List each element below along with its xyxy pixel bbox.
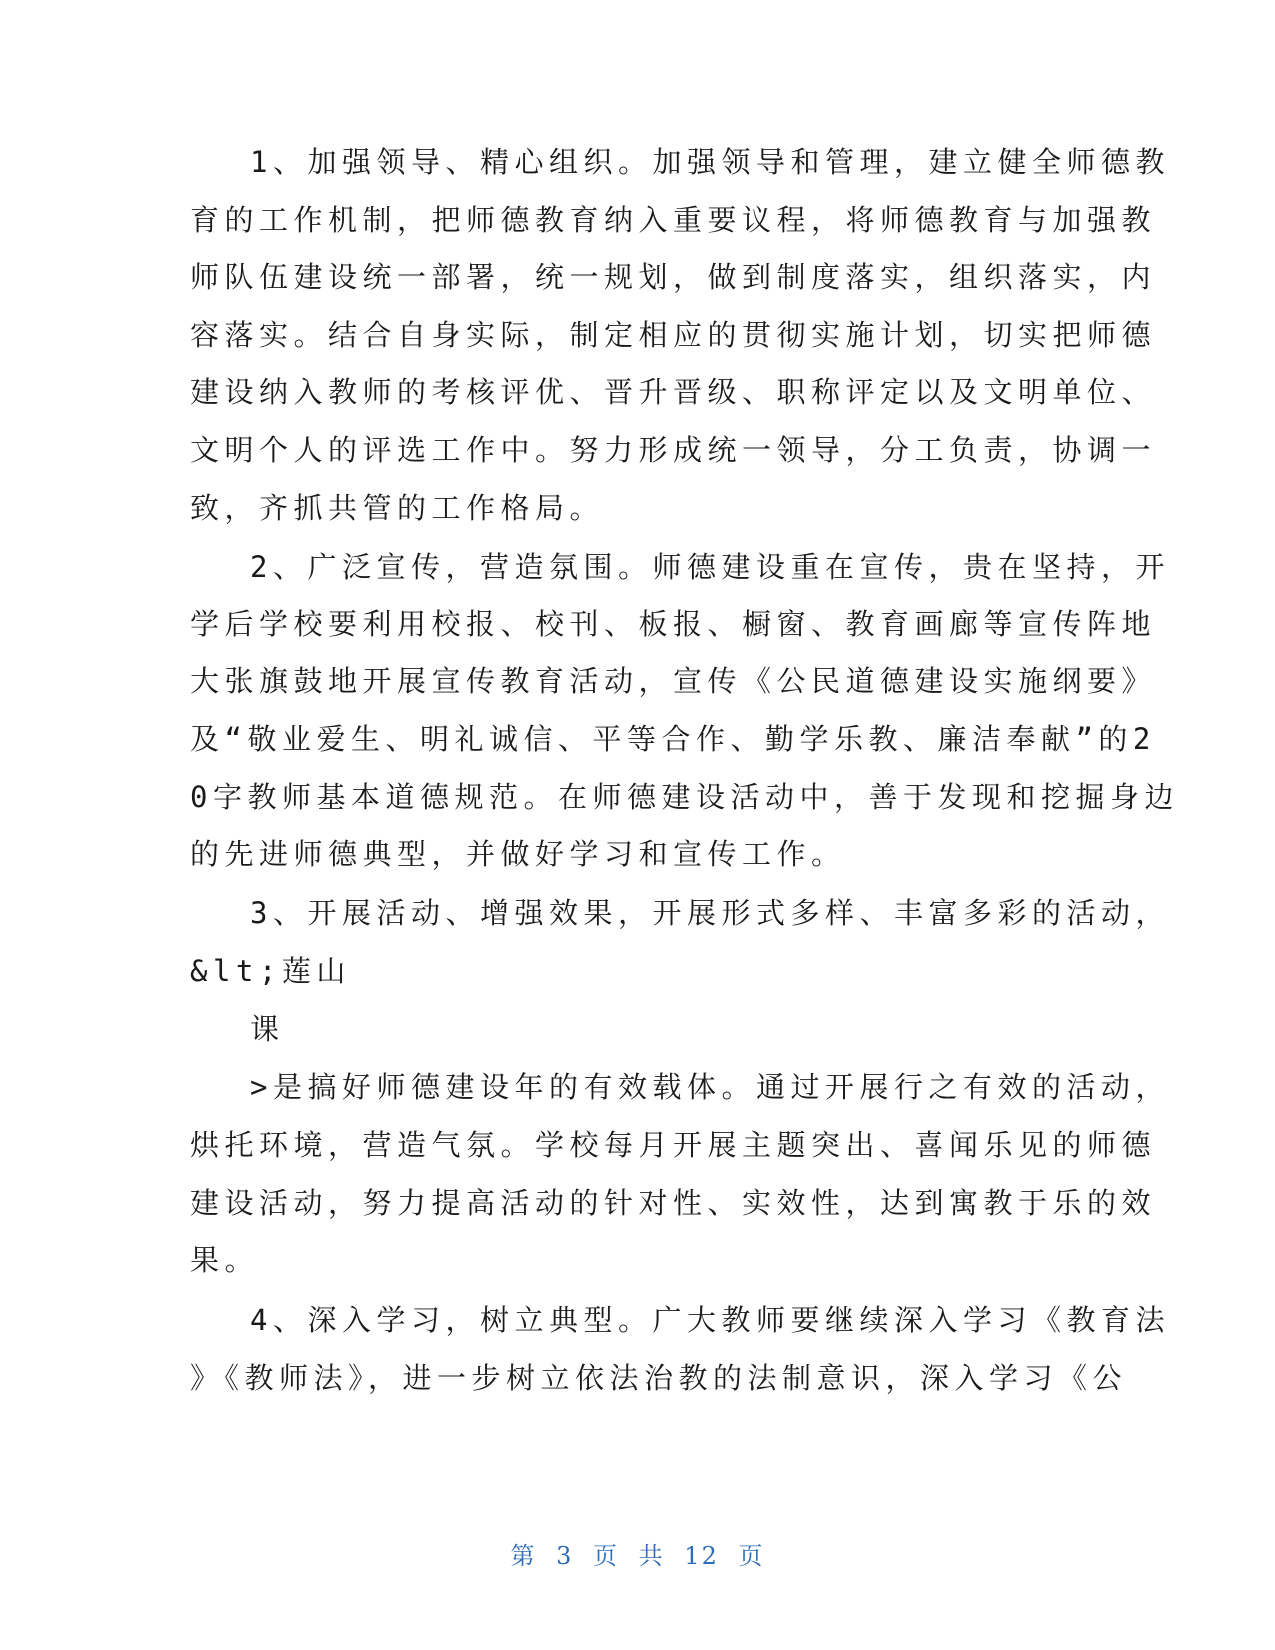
- paragraph-1-line-1: 1、加强领导、精心组织。加强领导和管理，建立健全师德教: [250, 145, 1170, 179]
- paragraph-4-line-1: 4、深入学习，树立典型。广大教师要继续深入学习《教育法: [250, 1303, 1170, 1337]
- paragraph-2-line-6: 的先进师德典型，并做好学习和宣传工作。: [190, 837, 846, 871]
- paragraph-2-line-3: 大张旗鼓地开展宣传教育活动，宣传《公民道德建设实施纲要》: [190, 664, 1157, 698]
- paragraph-3-line-2: &lt;莲山: [190, 954, 351, 988]
- paragraph-2-line-4: 及“敬业爱生、明礼诚信、平等合作、勤学乐教、廉洁奉献”的2: [190, 722, 1156, 756]
- paragraph-3-line-1: 3、开展活动、增强效果，开展形式多样、丰富多彩的活动，: [250, 896, 1170, 930]
- paragraph-2-line-5: 0字教师基本道德规范。在师德建设活动中，善于发现和挖掘身边: [190, 780, 1179, 814]
- paragraph-2-line-1: 2、广泛宣传，营造氛围。师德建设重在宣传，贵在坚持，开: [250, 550, 1170, 584]
- paragraph-3-line-4: >是搞好师德建设年的有效载体。通过开展行之有效的活动，: [250, 1070, 1170, 1104]
- paragraph-3-line-7: 果。: [190, 1243, 260, 1277]
- paragraph-1-line-4: 容落实。结合自身实际，制定相应的贯彻实施计划，切实把师德: [190, 318, 1157, 352]
- paragraph-1-line-3: 师队伍建设统一部署，统一规划，做到制度落实，组织落实，内: [190, 260, 1157, 294]
- paragraph-2-line-2: 学后学校要利用校报、校刊、板报、橱窗、教育画廊等宣传阵地: [190, 607, 1157, 641]
- paragraph-3-line-6: 建设活动，努力提高活动的针对性、实效性，达到寓教于乐的效: [190, 1186, 1157, 1220]
- page-number-footer: 第 3 页 共 12 页: [510, 1542, 765, 1570]
- paragraph-4-line-2: 》《教师法》，进一步树立依法治教的法制意识，深入学习《公: [190, 1361, 1128, 1395]
- paragraph-1-line-7: 致，齐抓共管的工作格局。: [190, 491, 605, 525]
- paragraph-3-line-5: 烘托环境，营造气氛。学校每月开展主题突出、喜闻乐见的师德: [190, 1128, 1157, 1162]
- paragraph-1-line-6: 文明个人的评选工作中。努力形成统一领导，分工负责，协调一: [190, 433, 1157, 467]
- paragraph-1-line-5: 建设纳入教师的考核评优、晋升晋级、职称评定以及文明单位、: [190, 375, 1157, 409]
- paragraph-3-line-3: 课: [250, 1012, 285, 1046]
- paragraph-1-line-2: 育的工作机制，把师德教育纳入重要议程，将师德教育与加强教: [190, 203, 1157, 237]
